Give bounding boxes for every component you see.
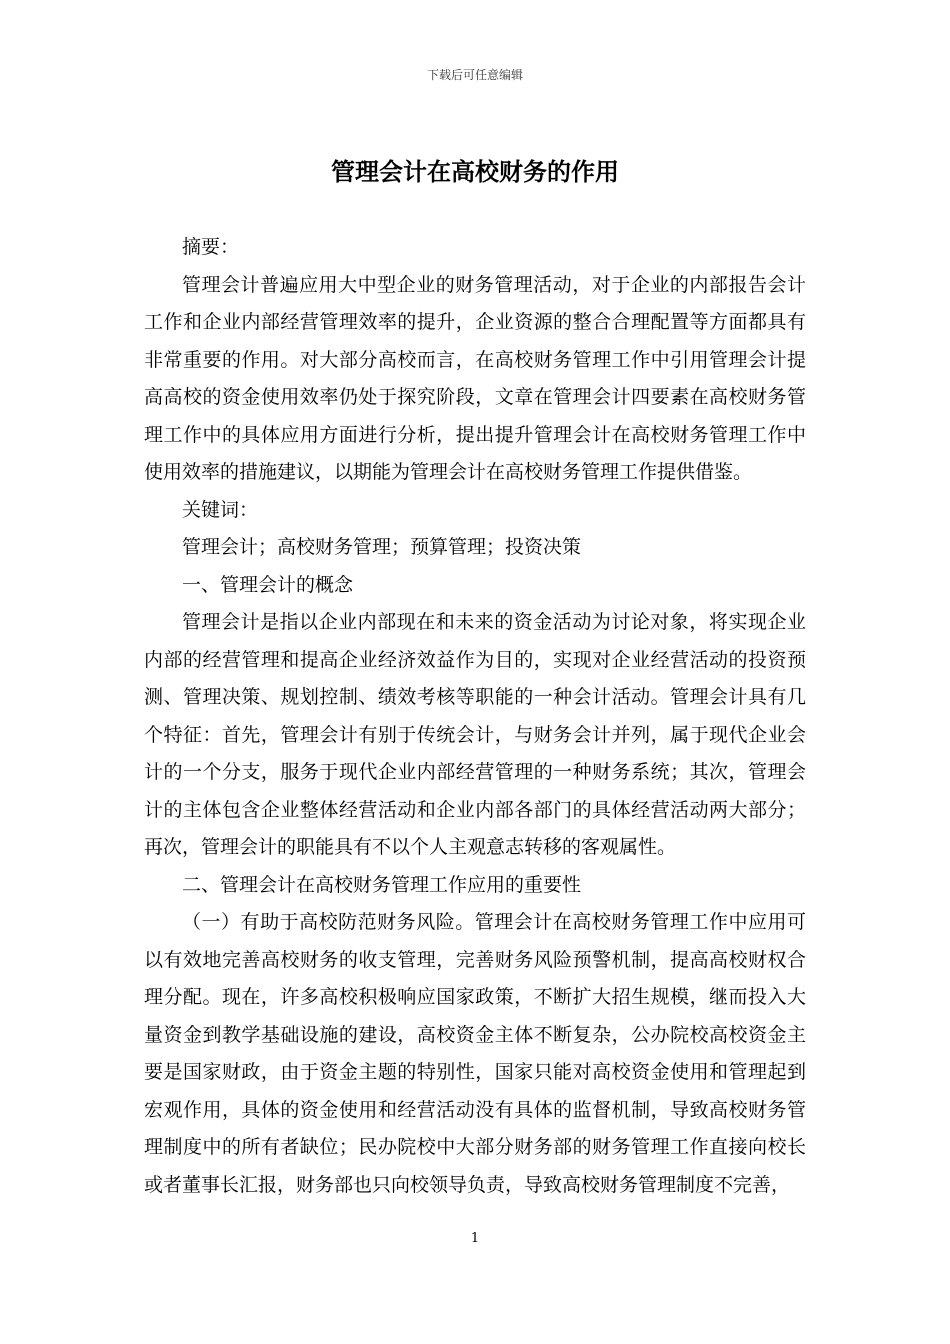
abstract-heading: 摘要： [182, 236, 240, 258]
abstract-paragraph: 管理会计普遍应用大中型企业的财务管理活动，对于企业的内部报告会计工作和企业内部经营管理效率的提升，企业资源的整合合理配置等方面都具有非常重要的作用。对大部分高校而言，在高校财务管理工作中引用管理会计提高高校的资金使用效率仍处于探究阶段，文章在管理会计四要素在高校财务管理工作中的具体应用方面进行分析，提出提升管理会计在高校财务管理工作中使用效率的措施建议，以期能为管理会计在高校财务管理工作提供借鉴。 [144, 273, 806, 483]
section-heading-1: 一、管理会计的概念 [182, 573, 354, 596]
header-note: 下载后可任意编辑 [426, 68, 523, 82]
section-2-paragraph: （一）有助于高校防范财务风险。管理会计在高校财务管理工作中应用可以有效地完善高校财务的收支管理，完善财务风险预警机制，提高高校财权合理分配。现在，许多高校积极响应国家政策，不断扩大招生规模，继而投入大量资金到教学基础设施的建设，高校资金主体不断复杂，公办院校高校资金主要是国家财政，由于资金主题的特别性，国家只能对高校资金使用和管理起到宏观作用，具体的资金使用和经营活动没有具体的监督机制，导致高校财务管理制度中的所有者缺位；民办院校中大部分财务部的财务管理工作直接向校长或者董事长汇报，财务部也只向校领导负责，导致高校财务管理制度不完善， [144, 911, 806, 1196]
keywords-heading: 关键词： [182, 498, 259, 521]
page-number: 1 [470, 1231, 480, 1246]
document-body [144, 229, 806, 1204]
keywords-list: 管理会计；高校财务管理；预算管理；投资决策 [182, 536, 582, 558]
document-title: 管理会计在高校财务的作用 [331, 158, 619, 186]
section-1-paragraph: 管理会计是指以企业内部现在和未来的资金活动为讨论对象，将实现企业内部的经营管理和提高企业经济效益作为目的，实现对企业经营活动的投资预测、管理决策、规划控制、绩效考核等职能的一种会计活动。管理会计具有几个特征：首先，管理会计有别于传统会计，与财务会计并列，属于现代企业会计的一个分支，服务于现代企业内部经营管理的一种财务系统；其次，管理会计的主体包含企业整体经营活动和企业内部各部门的具体经营活动两大部分；再次，管理会计的职能具有不以个人主观意志转移的客观属性。 [144, 611, 806, 858]
section-heading-2: 二、管理会计在高校财务管理工作应用的重要性 [182, 873, 582, 896]
